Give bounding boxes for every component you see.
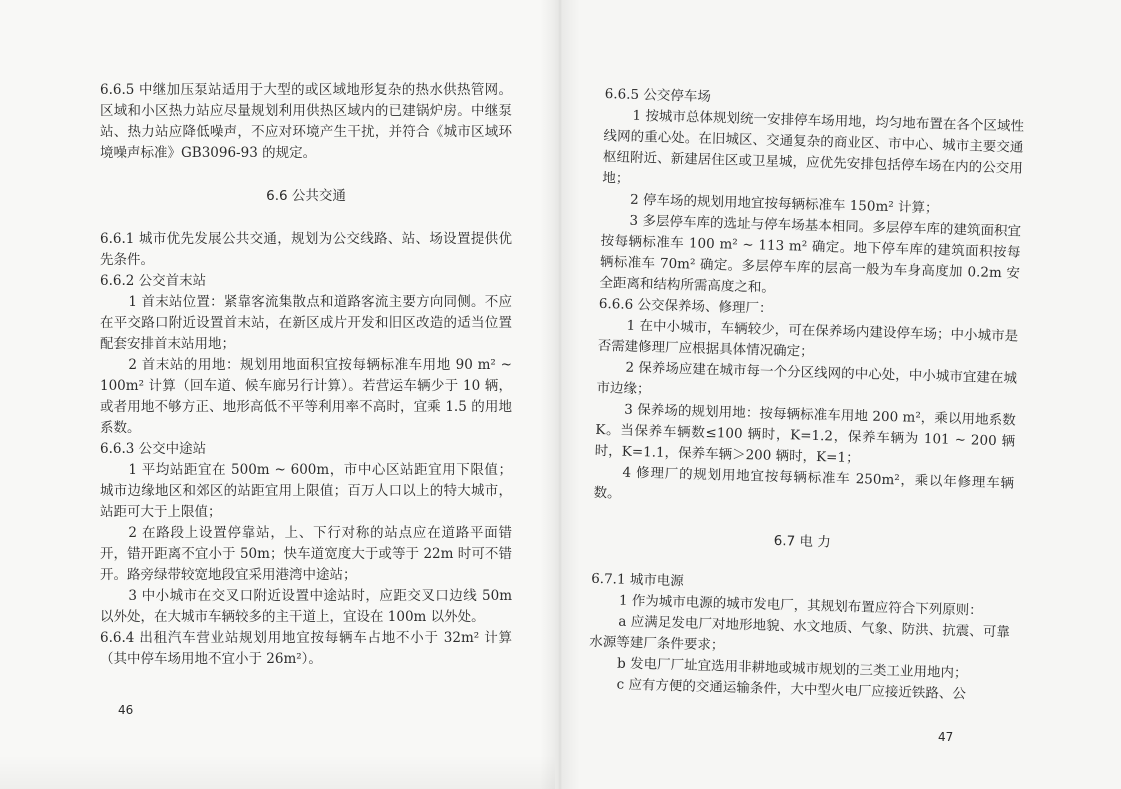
left-page-text [100, 80, 512, 670]
paragraph: 3 中小城市在交叉口附近设置中途站时，应距交叉口边线 50m 以外处，在大城市车辆较多的主干道上，宜设在 100m 以外处。 [100, 588, 512, 625]
paragraph: 2 在路段上设置停靠站，上、下行对称的站点应在道路平面错开，错开距离不宜小于 50m；快车道宽度大于或等于 22m 时可不错开。路旁绿带较宽地段宜采用港湾中途站； [100, 525, 512, 583]
paragraph: 1 按城市总体规划统一安排停车场用地，均匀地布置在各个区域性线网的重心处。在旧城区、交通复杂的商业区、市中心、城市主要交通枢纽附近、新建居住区或卫星城，应优先安排包括停车场在内的公交用地； [602, 107, 1025, 187]
left-page [0, 0, 555, 789]
paragraph: 6.7.1 城市电源 [590, 570, 685, 590]
page-number-right: 47 [938, 730, 954, 744]
paragraph: 6.6.2 公交首末站 [100, 273, 207, 289]
right-page [555, 0, 1121, 789]
paragraph: 1 作为城市电源的城市发电厂，其规划布置应符合下列原则： [618, 592, 983, 619]
paragraph: b 发电厂厂址宜选用非耕地或城市规划的三类工业用地内； [616, 655, 968, 682]
paragraph: c 应有方便的交通运输条件，大中型火电厂应接近铁路、公 [616, 676, 967, 703]
book-gutter [540, 0, 580, 789]
paragraph: 6.6.5 中继加压泵站适用于大型的或区域地形复杂的热水供热管网。区域和小区热力站应尽量规划利用供热区域内的已建锅炉房。中继泵站、热力站应降低噪声，不应对环境产生干扰，并符合《城市区域环境噪声标准》GB3096-93 的规定。 [100, 82, 512, 161]
section-heading: 6.6 公共交通 [266, 188, 346, 204]
paragraph: 4 修理厂的规划用地宜按每辆标准车 250m²，乘以年修理车辆数。 [593, 464, 1015, 502]
section-heading: 6.7 电 力 [773, 532, 832, 551]
paragraph: 6.6.5 公交停车场 [604, 85, 712, 105]
paragraph: 2 停车场的规划用地宜按每辆标准车 150m² 计算； [629, 191, 939, 217]
paragraph: 6.6.3 公交中途站 [100, 441, 207, 457]
page-number-left: 46 [118, 703, 134, 717]
paragraph: 2 保养场应建在城市每一个分区线网的中心处，中小城市宜建在城市边缘； [596, 359, 1018, 398]
paragraph: 6.6.6 公交保养场、修理厂： [598, 295, 773, 317]
paragraph: 1 首末站位置：紧靠客流集散点和道路客流主要方向同侧。不应在平交路口附近设置首末站，在新区成片开发和旧区改造的适当位置配套安排首末站用地； [100, 294, 512, 352]
paragraph: 6.6.4 出租汽车营业站规划用地宜按每辆车占地不小于 32m² 计算（其中停车场用地不宜小于 26m²）。 [100, 630, 512, 667]
paragraph: a 应满足发电厂对地形地貌、水文地质、气象、防洪、抗震、可靠水源等建厂条件要求； [589, 613, 1011, 654]
paragraph: 1 在中小城市，车辆较少，可在保养场内建设停车场；中小城市是否需建修理厂应根据具体情况确定； [597, 317, 1019, 360]
page-shadow [0, 755, 555, 789]
paragraph: 2 首末站的用地：规划用地面积宜按每辆标准车用地 90 m² ~ 100m² 计算（回车道、候车廊另行计算）。若营运车辆少于 10 辆，或者用地不够方正、地形高低不平等利用率不高时，宜乘 1.5 的用地系数。 [100, 357, 512, 436]
paragraph: 6.6.1 城市优先发展公共交通，规划为公交线路、站、场设置提供优先条件。 [100, 231, 512, 268]
right-page-text [588, 84, 1025, 706]
paragraph: 1 平均站距宜在 500m ~ 600m，市中心区站距宜用下限值；城市边缘地区和郊区的站距宜用上限值；百万人口以上的特大城市，站距可大于上限值； [100, 462, 512, 520]
paragraph: 3 多层停车库的选址与停车场基本相同。多层停车库的建筑面积宜按每辆标准车 100 m² ~ 113 m² 确定。地下停车库的建筑面积按每辆标准车 70m² 确定。多层停车库的层高一般为车身高度加 0.2m 安全距离和结构所需高度之和。 [599, 212, 1022, 296]
paragraph: 3 保养场的规划用地：按每辆标准车用地 200 m²，乘以用地系数 K。当保养车辆数≤100 辆时，K=1.2，保养车辆为 101 ~ 200 辆时，K=1.1，保养车辆＞200 辆时，K=1； [594, 401, 1016, 467]
